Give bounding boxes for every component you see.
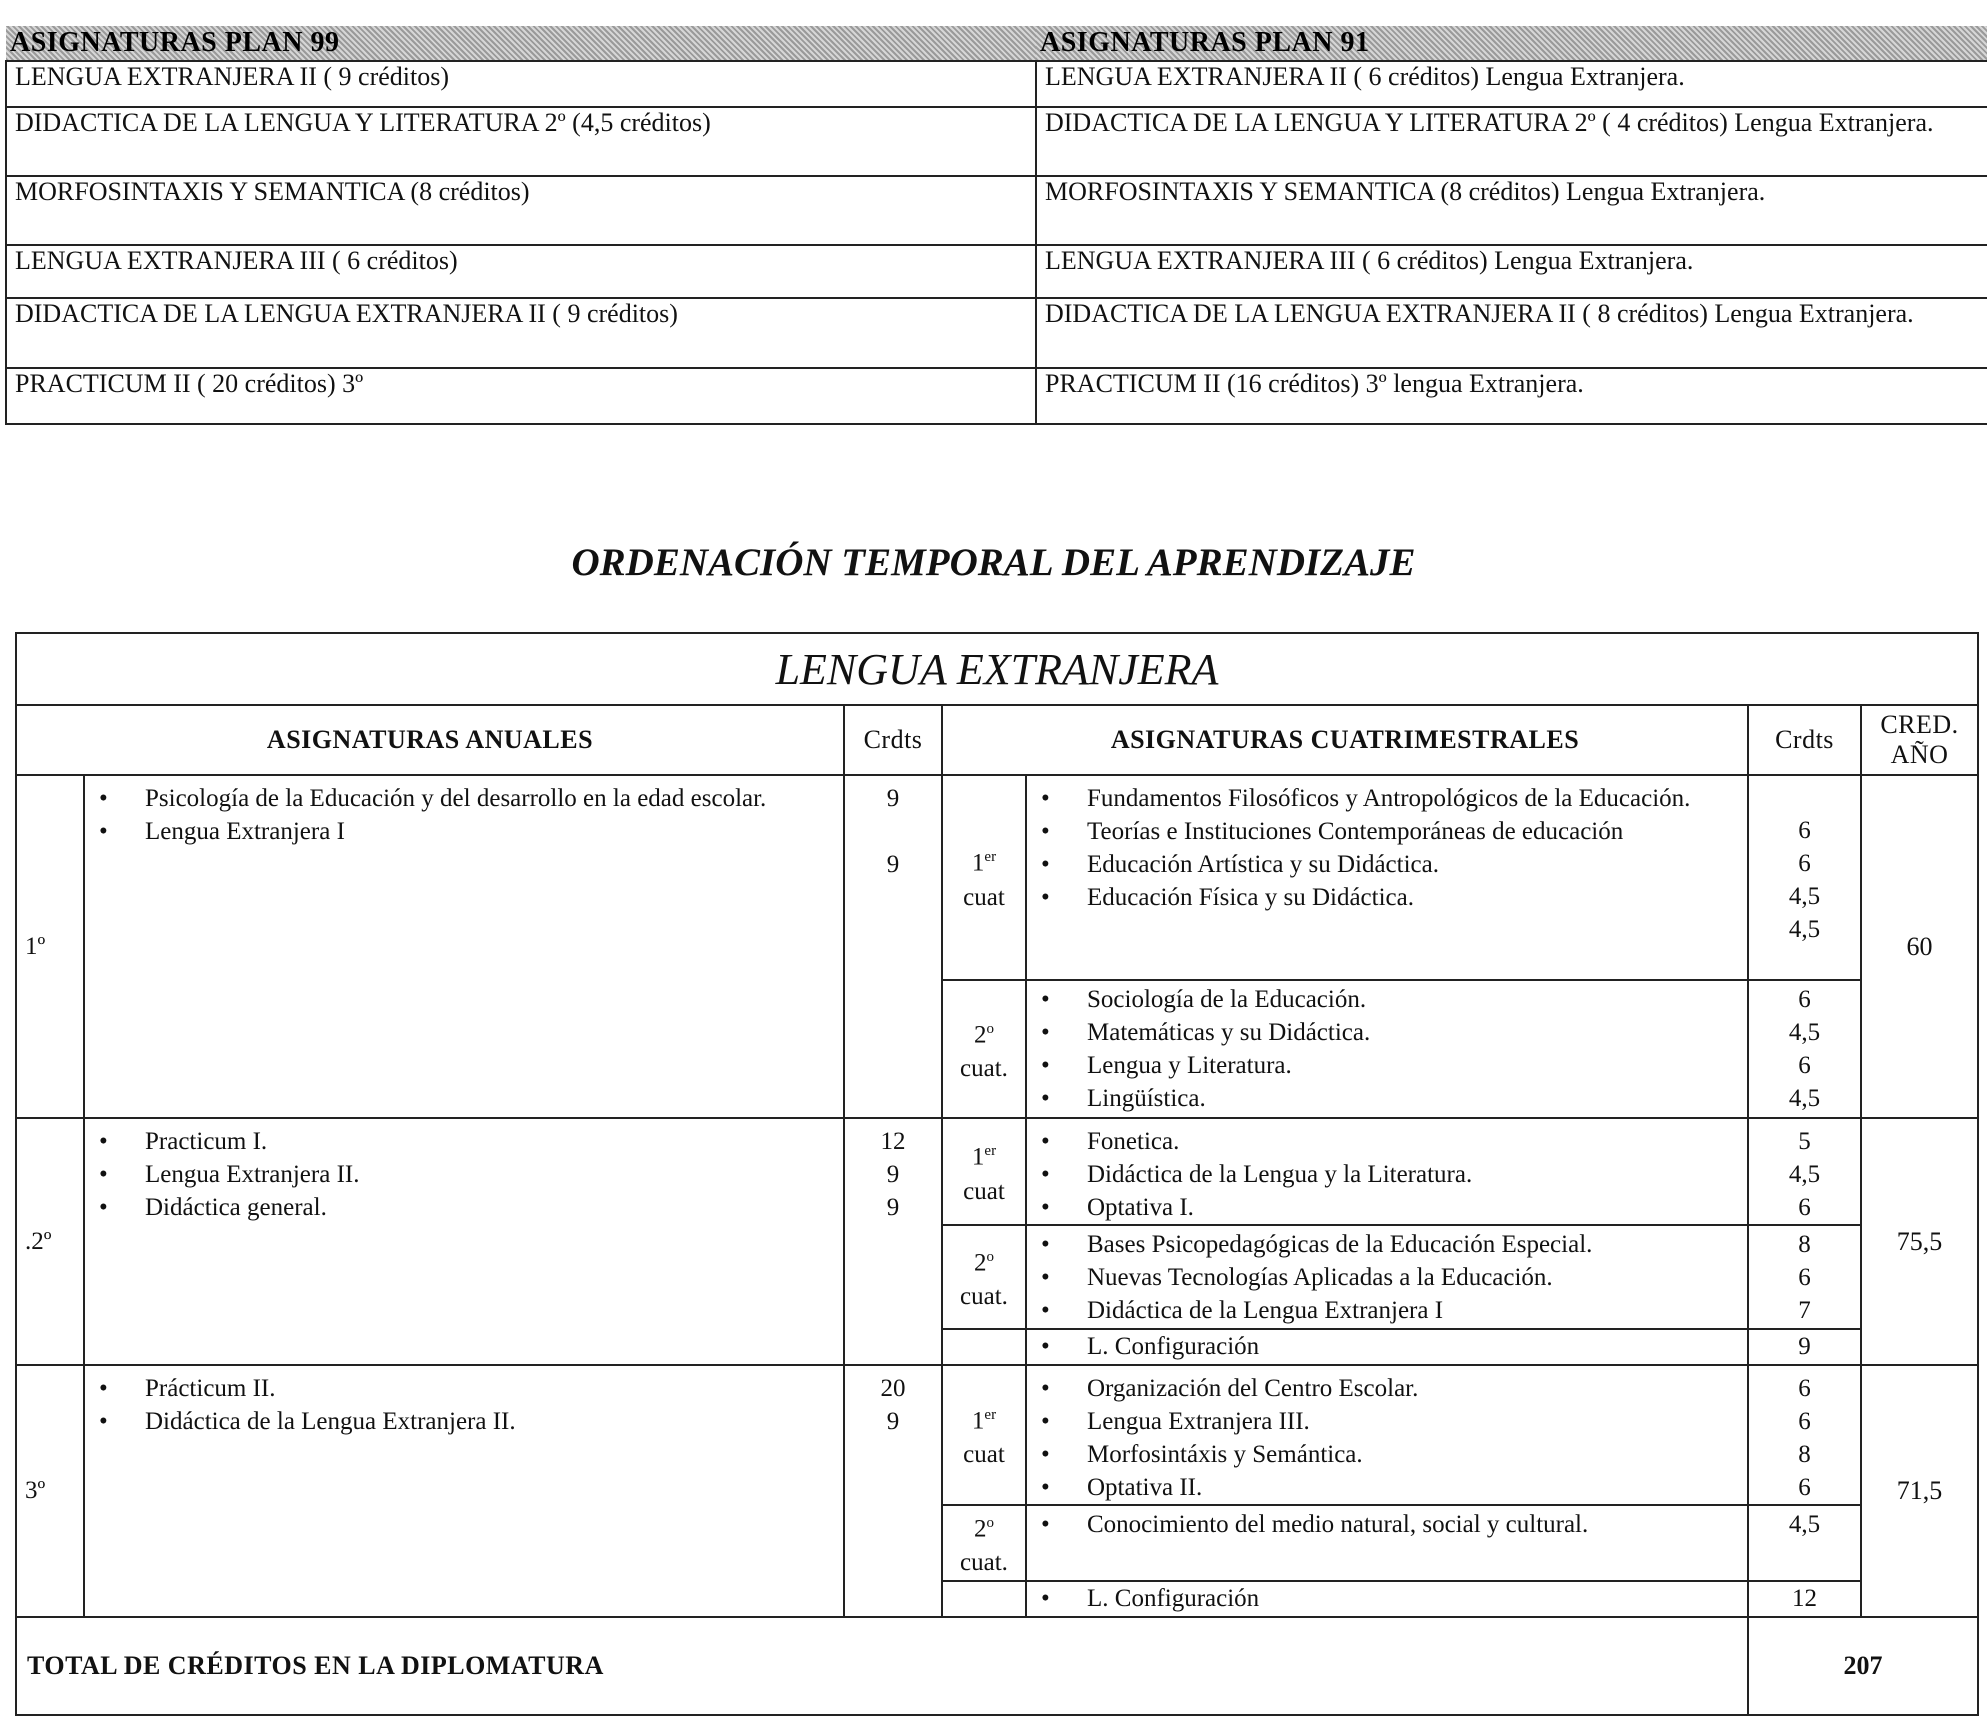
quarter-label: 2$^o$ cuat. (942, 980, 1026, 1118)
list-item: • Educación Física y su Didáctica. (1035, 881, 1743, 914)
plan99-header: ASIGNATURAS PLAN 99 (6, 26, 1036, 61)
table-title: LENGUA EXTRANJERA (16, 633, 1978, 705)
quarter-subjects (1026, 980, 1748, 1118)
list-item: • Fonetica. (1035, 1125, 1743, 1158)
equivalence-row (6, 107, 1987, 176)
plan99-subject: DIDACTICA DE LA LENGUA EXTRANJERA II ( 9 créditos) (6, 298, 1036, 367)
quarter-credits (1748, 1329, 1861, 1365)
page-title: ORDENACIÓN TEMPORAL DEL APRENDIZAJE (571, 541, 1416, 584)
credit-value: 9 (886, 785, 900, 812)
plan91-subject: DIDACTICA DE LA LENGUA EXTRANJERA II ( 8 créditos) Lengua Extranjera. (1036, 298, 1987, 367)
credit-value: 6 (1798, 1474, 1811, 1501)
annual-credits (844, 775, 942, 1118)
list-item: • Optativa I. (1035, 1191, 1743, 1224)
credit-value: 20 (880, 1375, 906, 1402)
year-label: 3º (16, 1365, 84, 1617)
plan91-subject: PRACTICUM II (16 créditos) 3º lengua Extranjera. (1036, 368, 1987, 424)
quarter-subjects (1026, 1365, 1748, 1505)
list-item: • Matemáticas y su Didáctica. (1035, 1016, 1743, 1049)
credit-value: 9 (886, 1408, 900, 1435)
list-item: • Fundamentos Filosóficos y Antropológicos de la Educación. (1035, 782, 1743, 815)
credit-value: 9 (886, 851, 900, 878)
quarter-credits (1748, 775, 1861, 980)
list-item: • Didáctica de la Lengua Extranjera II. (93, 1405, 839, 1438)
credit-value: 9 (1798, 1333, 1811, 1360)
quarter-label: 1er cuat (942, 1118, 1026, 1225)
credit-value: 6 (1798, 1052, 1811, 1079)
plan99-subject: PRACTICUM II ( 20 créditos) 3º (6, 368, 1036, 424)
equivalence-row (6, 176, 1987, 245)
credit-value: 12 (880, 1128, 906, 1155)
list-item: • Practicum I. (93, 1125, 839, 1158)
list-item: • Lengua y Literatura. (1035, 1049, 1743, 1082)
credit-value: 12 (1792, 1585, 1817, 1613)
annual-credits (844, 1365, 942, 1617)
credit-value: 6 (1798, 1408, 1811, 1435)
list-item: • Nuevas Tecnologías Aplicadas a la Educación. (1035, 1261, 1743, 1294)
credit-value: 6 (1798, 1375, 1811, 1402)
plan99-subject: MORFOSINTAXIS Y SEMANTICA (8 créditos) (6, 176, 1036, 245)
list-item: • Morfosintáxis y Semántica. (1035, 1438, 1743, 1471)
plan91-header: ASIGNATURAS PLAN 91 (1036, 26, 1987, 61)
configuration-subject (1026, 1581, 1748, 1617)
year-label: .2º (16, 1118, 84, 1365)
annual-subjects-header: ASIGNATURAS ANUALES (16, 705, 844, 775)
credit-value: 8 (1798, 1441, 1811, 1468)
list-item: • Psicología de la Educación y del desarrollo en la edad escolar. (93, 782, 839, 815)
annual-subjects (84, 775, 844, 1118)
list-item: • Didáctica general. (93, 1191, 839, 1224)
quarter-subjects (1026, 1225, 1748, 1329)
quarter-subjects (1026, 775, 1748, 980)
year-2-q1-row (16, 1118, 1978, 1225)
header-row (16, 705, 1978, 775)
credit-value: 6 (1798, 986, 1811, 1013)
list-item: • L. Configuración (1035, 1582, 1743, 1615)
credit-value: 4,5 (1788, 883, 1821, 910)
total-credits-value: 207 (1748, 1617, 1978, 1715)
quarter-credits (1748, 1118, 1861, 1225)
quarter-credits (1748, 1581, 1861, 1617)
equivalence-row (6, 245, 1987, 298)
quarter-subjects (1026, 1505, 1748, 1581)
year-label: 1º (16, 775, 84, 1118)
list-item: • Lengua Extranjera II. (93, 1158, 839, 1191)
list-item: • Teorías e Instituciones Contemporáneas de educación (1035, 815, 1743, 848)
quarter-credits (1748, 1505, 1861, 1581)
quarterly-credits-header: Crdts (1748, 705, 1861, 775)
list-item: • Prácticum II. (93, 1372, 839, 1405)
temporal-table (15, 632, 1979, 1716)
credit-value: 9 (886, 1161, 900, 1188)
list-item: • Lengua Extranjera III. (1035, 1405, 1743, 1438)
plan99-subject: LENGUA EXTRANJERA II ( 9 créditos) (6, 61, 1036, 107)
equivalence-header-row (6, 26, 1987, 61)
quarter-label: 2$^o$ cuat. (942, 1225, 1026, 1329)
credit-value: 7 (1798, 1297, 1811, 1324)
quarter-label-empty (942, 1581, 1026, 1617)
credit-value: 8 (1798, 1231, 1811, 1258)
annual-credits-header: Crdts (844, 705, 942, 775)
plan99-subject: DIDACTICA DE LA LENGUA Y LITERATURA 2º (4,5 créditos) (6, 107, 1036, 176)
year-credits-total: 75,5 (1861, 1118, 1978, 1365)
annual-subjects (84, 1365, 844, 1617)
list-item: • Bases Psicopedagógicas de la Educación Especial. (1035, 1228, 1743, 1261)
list-item: • Lingüística. (1035, 1082, 1743, 1115)
plan91-subject: MORFOSINTAXIS Y SEMANTICA (8 créditos) Lengua Extranjera. (1036, 176, 1987, 245)
total-row (16, 1617, 1978, 1715)
configuration-subject (1026, 1329, 1748, 1365)
list-item: • Sociología de la Educación. (1035, 983, 1743, 1016)
cred-year-header-line2: AÑO (1890, 740, 1949, 769)
list-item: • Educación Artística y su Didáctica. (1035, 848, 1743, 881)
credit-value: 4,5 (1788, 1161, 1821, 1188)
list-item: • Conocimiento del medio natural, social y cultural. (1035, 1508, 1743, 1541)
annual-credits (844, 1118, 942, 1365)
credit-value: 5 (1798, 1128, 1811, 1155)
equivalence-row (6, 368, 1987, 424)
list-item: • L. Configuración (1035, 1330, 1743, 1363)
year-3-q1-row (16, 1365, 1978, 1505)
total-credits-label: TOTAL DE CRÉDITOS EN LA DIPLOMATURA (16, 1617, 1748, 1715)
year-credits-total: 60 (1861, 775, 1978, 1118)
quarterly-subjects-header: ASIGNATURAS CUATRIMESTRALES (942, 705, 1748, 775)
credit-value: 6 (1798, 850, 1811, 877)
credit-value: 4,5 (1788, 1511, 1821, 1538)
equivalence-row (6, 61, 1987, 107)
quarter-label: 1er cuat (942, 1365, 1026, 1505)
cred-year-header-line1: CRED. (1880, 710, 1959, 739)
plan99-subject: LENGUA EXTRANJERA III ( 6 créditos) (6, 245, 1036, 298)
credit-value: 4,5 (1788, 916, 1821, 943)
credits-per-year-header (1861, 705, 1978, 775)
plan91-subject: DIDACTICA DE LA LENGUA Y LITERATURA 2º ( 4 créditos) Lengua Extranjera. (1036, 107, 1987, 176)
quarter-credits (1748, 1365, 1861, 1505)
quarter-subjects (1026, 1118, 1748, 1225)
year-1-q1-row (16, 775, 1978, 980)
credit-value: 6 (1798, 1194, 1811, 1221)
list-item: • Didáctica de la Lengua Extranjera I (1035, 1294, 1743, 1327)
annual-subjects (84, 1118, 844, 1365)
plan91-subject: LENGUA EXTRANJERA II ( 6 créditos) Lengua Extranjera. (1036, 61, 1987, 107)
list-item: • Organización del Centro Escolar. (1035, 1372, 1743, 1405)
quarter-label: 2$^o$ cuat. (942, 1505, 1026, 1581)
credit-value: 6 (1798, 1264, 1811, 1291)
quarter-credits (1748, 1225, 1861, 1329)
credit-value: 4,5 (1788, 1019, 1821, 1046)
plan91-subject: LENGUA EXTRANJERA III ( 6 créditos) Lengua Extranjera. (1036, 245, 1987, 298)
quarter-label-empty (942, 1329, 1026, 1365)
credit-value: 6 (1798, 817, 1811, 844)
list-item: • Optativa II. (1035, 1471, 1743, 1504)
year-credits-total: 71,5 (1861, 1365, 1978, 1617)
quarter-credits (1748, 980, 1861, 1118)
credit-value: 4,5 (1788, 1085, 1821, 1112)
list-item: • Lengua Extranjera I (93, 815, 839, 848)
credit-value: 9 (886, 1194, 900, 1221)
list-item: • Didáctica de la Lengua y la Literatura. (1035, 1158, 1743, 1191)
equivalence-table (5, 26, 1987, 425)
equivalence-row (6, 298, 1987, 367)
quarter-label: 1er cuat (942, 775, 1026, 980)
